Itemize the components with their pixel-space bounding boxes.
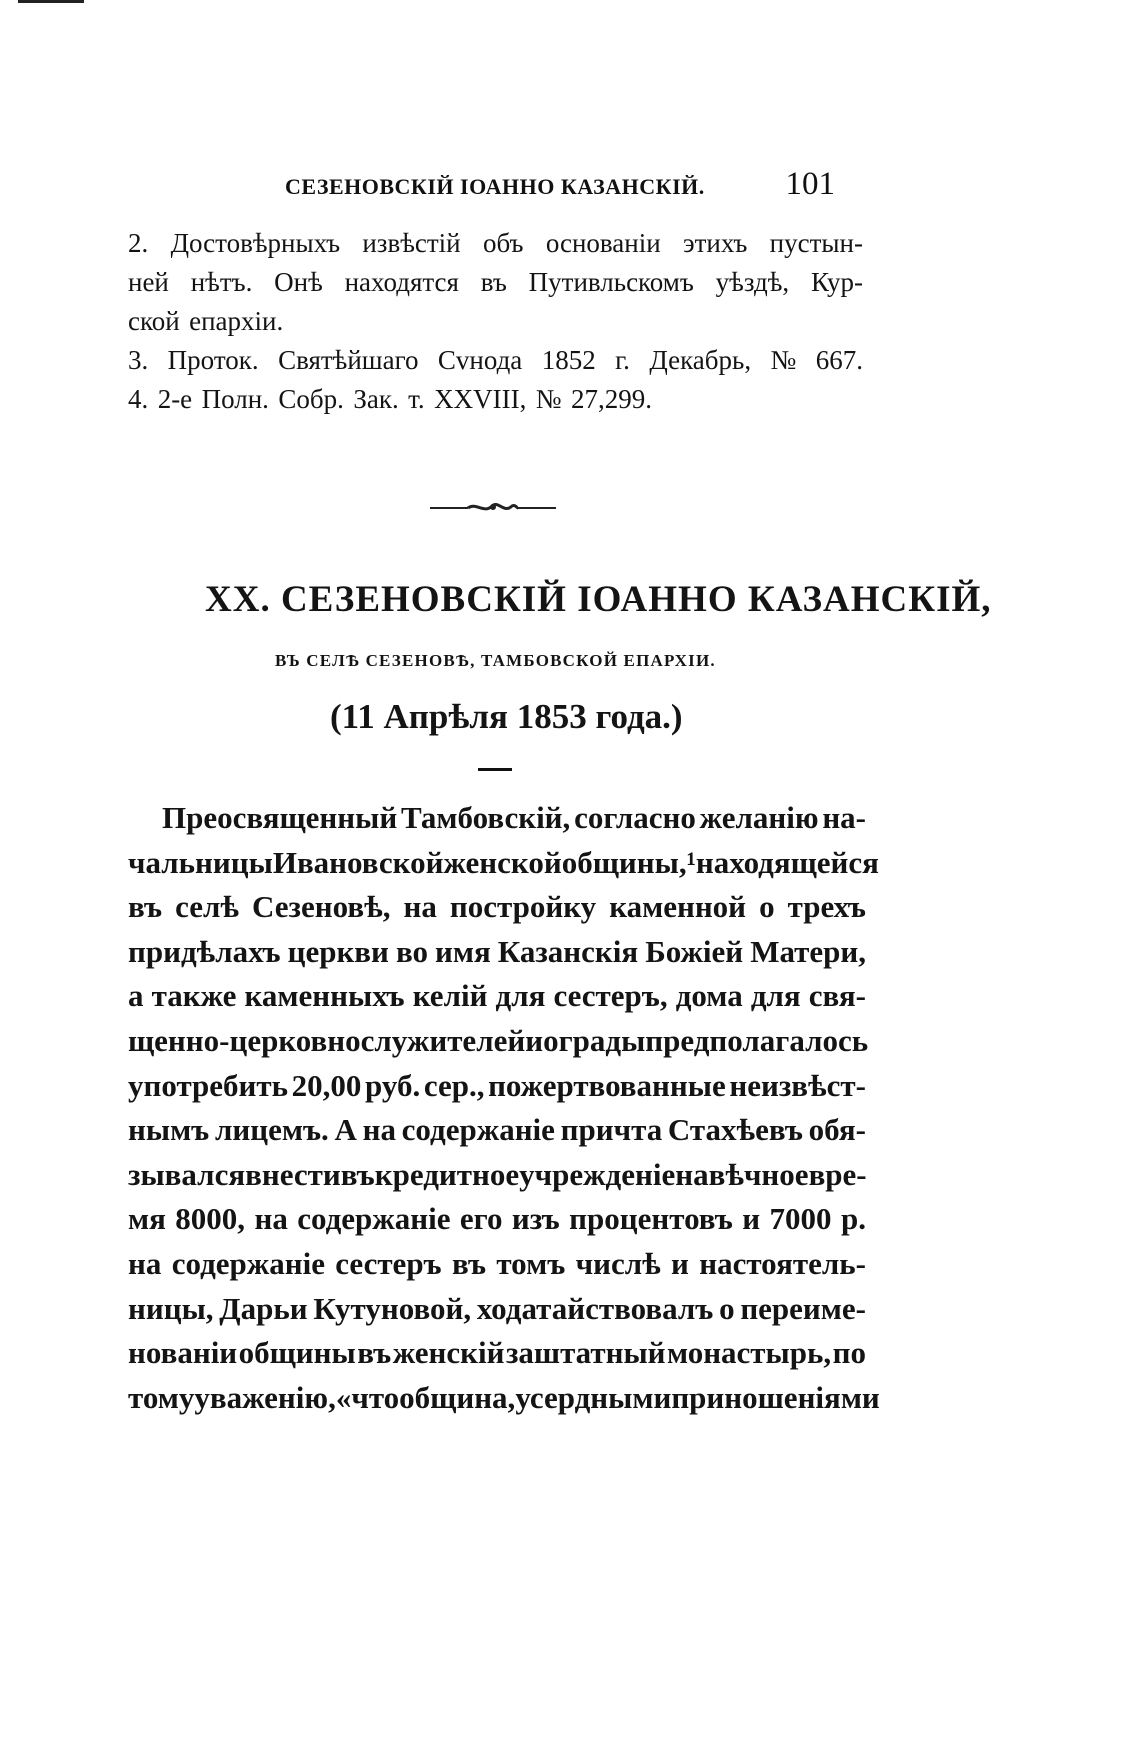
body-word: по <box>832 1335 866 1371</box>
footnote-word: Полн. <box>201 384 269 414</box>
body-line <box>128 796 866 841</box>
body-word: нымъ <box>128 1112 210 1148</box>
body-word: дома <box>675 978 743 1014</box>
footnote-line <box>128 224 863 263</box>
body-word: также <box>151 978 237 1014</box>
body-line <box>128 1019 869 1064</box>
footnote-word: основаніи <box>545 228 661 258</box>
footnote-word: 27,299. <box>570 384 652 414</box>
body-word: свя- <box>808 978 866 1014</box>
body-line <box>128 1376 880 1421</box>
footnote-word: извѣстій <box>362 228 461 258</box>
page-number: 101 <box>785 166 835 202</box>
body-word: придѣлахъ <box>128 933 281 969</box>
body-word: трехъ <box>787 889 866 925</box>
body-word: на <box>128 1245 162 1281</box>
body-word: изъ <box>511 1201 560 1237</box>
body-word: и <box>742 1201 761 1237</box>
body-word: ходатайствовалъ <box>476 1290 714 1326</box>
body-word: женской <box>443 844 562 880</box>
body-word: Стахѣевъ <box>667 1112 803 1148</box>
body-word: учрежденіе <box>519 1156 676 1192</box>
body-word: каменныхъ <box>244 978 405 1014</box>
footnote-word: ней <box>128 267 169 297</box>
body-word: на <box>362 1112 396 1148</box>
body-word: мя <box>128 1201 166 1237</box>
footnote-word: въ <box>480 267 507 297</box>
body-word: Сезеновѣ, <box>252 889 391 925</box>
section-dash <box>478 768 512 771</box>
footnote-word: 2-е <box>157 384 193 414</box>
body-word: Преосвященный <box>162 800 398 835</box>
body-word: заштатный <box>505 1335 666 1371</box>
ornament-divider <box>428 500 558 514</box>
footnote-word: ской <box>128 306 180 336</box>
body-word: постройку <box>449 889 597 925</box>
body-word: томъ <box>496 1245 566 1281</box>
body-word: вѣчное <box>708 1156 809 1192</box>
body-line <box>128 930 866 975</box>
footnote-word: т. <box>408 384 425 414</box>
body-word: на- <box>822 800 866 835</box>
body-word: ницы, <box>128 1290 214 1326</box>
body-word: зывался <box>128 1156 246 1192</box>
body-word: усердными <box>515 1379 672 1415</box>
body-word: его <box>459 1201 503 1237</box>
body-line <box>128 1064 866 1109</box>
body-line <box>128 1331 866 1376</box>
top-edge-rule <box>18 0 84 3</box>
footnote-word: пустын- <box>769 228 863 258</box>
body-word: сер., <box>423 1067 485 1103</box>
body-line <box>128 974 866 1019</box>
body-word: настоятель- <box>699 1245 866 1281</box>
body-word: для <box>495 978 546 1014</box>
body-word: пожертвованные <box>488 1067 726 1103</box>
body-word: вре- <box>808 1156 867 1192</box>
body-word: чальницы <box>128 844 273 880</box>
footnote-word: 667. <box>815 345 863 375</box>
body-word: А <box>334 1112 357 1148</box>
body-word: Кутуновой, <box>313 1290 472 1326</box>
body-word: тому <box>128 1379 195 1415</box>
body-word: въ <box>451 1245 487 1281</box>
chapter-location: ВЪ СЕЛѢ СЕЗЕНОВѢ, ТАМБОВСКОЙ ЕПАРХІИ. <box>275 651 716 670</box>
body-word: общины,¹ <box>561 844 696 880</box>
body-word: сестеръ, <box>553 978 668 1014</box>
body-word: община, <box>399 1379 516 1415</box>
body-word: Матери, <box>750 933 866 969</box>
footnote-word: этихъ <box>683 228 748 258</box>
body-word: числѣ <box>575 1245 661 1281</box>
footnotes <box>128 224 863 419</box>
body-word: содержаніе <box>297 1201 451 1237</box>
footnote-line <box>128 380 863 419</box>
body-word: на <box>675 1156 709 1192</box>
body-word: въ <box>340 1156 375 1192</box>
footnote-line <box>128 341 863 380</box>
body-word: во <box>395 933 428 969</box>
footnote-word: уѣздѣ, <box>715 267 790 297</box>
running-title: СЕЗЕНОВСКІЙ ІОАННО КАЗАНСКІЙ. <box>285 174 705 199</box>
body-word: а <box>128 978 144 1014</box>
body-word: содержаніе <box>401 1112 555 1148</box>
body-word: обя- <box>808 1112 866 1148</box>
body-word: Дарьи <box>219 1290 308 1326</box>
chapter-title: XX. СЕЗЕНОВСКІЙ ІОАННО КАЗАНСКІЙ, <box>205 579 992 620</box>
footnote-word: находятся <box>344 267 459 297</box>
body-word: сестеръ <box>335 1245 442 1281</box>
body-word: въ <box>128 889 163 925</box>
body-word: щенно-церковнослужителей <box>128 1022 526 1058</box>
body-line <box>128 1242 866 1287</box>
body-word: на <box>403 889 437 925</box>
footnote-word: г. <box>615 345 630 375</box>
body-word: «что <box>335 1379 400 1415</box>
body-word: уваженію, <box>194 1379 336 1415</box>
body-word: общины <box>238 1335 356 1371</box>
body-word: согласно <box>574 800 696 835</box>
body-word: кредитное <box>374 1156 520 1192</box>
body-line <box>128 1108 866 1153</box>
running-head <box>285 166 835 206</box>
body-word: нованіи <box>128 1335 238 1371</box>
footnote-word: Проток. <box>167 345 259 375</box>
body-word: селѣ <box>175 889 239 925</box>
footnote-word: нѣтъ. <box>190 267 253 297</box>
body-word: неизвѣст- <box>729 1067 866 1103</box>
body-word: имя <box>435 933 491 969</box>
body-word: монастырь, <box>666 1335 832 1371</box>
body-word: Казанскія <box>497 933 639 969</box>
footnote-word: объ <box>482 228 524 258</box>
body-word: Ивановской <box>272 844 444 880</box>
footnote-word: Кур- <box>811 267 863 297</box>
footnote-word: № <box>770 345 797 375</box>
body-line <box>128 841 879 886</box>
body-word: Тамбовскій, <box>400 800 571 835</box>
body-word: 7000 <box>769 1201 832 1237</box>
body-line <box>128 1153 866 1198</box>
footnote-word: Святѣйшаго <box>278 345 419 375</box>
footnote-word: Декабрь, <box>649 345 752 375</box>
body-word: внести <box>245 1156 341 1192</box>
footnote-word: 3. <box>128 345 149 375</box>
footnote-word: епархіи. <box>189 306 284 336</box>
body-word: приношеніями <box>671 1379 880 1415</box>
footnote-word: 2. <box>128 228 149 258</box>
body-word: предполагалось <box>645 1022 869 1058</box>
body-word: 8000, <box>175 1201 246 1237</box>
body-word: находящейся <box>695 844 879 880</box>
footnote-word: Сvнода <box>437 345 523 375</box>
footnote-word: № <box>535 384 562 414</box>
body-word: лицемъ. <box>214 1112 329 1148</box>
body-word: процентовъ <box>569 1201 733 1237</box>
footnote-line <box>128 302 863 341</box>
body-word: и <box>525 1022 544 1058</box>
footnote-word: XXVIII, <box>434 384 527 414</box>
body-word: церкви <box>287 933 389 969</box>
body-word: 20,00 <box>291 1067 362 1103</box>
body-word: о <box>719 1290 735 1326</box>
body-word: руб. <box>365 1067 421 1103</box>
body-line <box>128 1287 866 1332</box>
body-word: на <box>254 1201 288 1237</box>
body-word: для <box>750 978 801 1014</box>
body-word: причта <box>560 1112 663 1148</box>
footnote-word: 4. <box>128 384 149 414</box>
footnote-word: Зак. <box>353 384 399 414</box>
body-word: ограды <box>543 1022 646 1058</box>
body-word: каменной <box>609 889 747 925</box>
body-word: переиме- <box>740 1290 866 1326</box>
body-word: употребить <box>128 1067 289 1103</box>
body-word: о <box>759 889 775 925</box>
body-word: келій <box>412 978 488 1014</box>
body-line <box>128 1197 866 1242</box>
body-word: женскій <box>392 1335 505 1371</box>
body-text <box>128 796 880 1420</box>
footnote-word: Собр. <box>278 384 344 414</box>
footnote-word: Онѣ <box>274 267 323 297</box>
body-word: въ <box>357 1335 392 1371</box>
footnote-line <box>128 263 863 302</box>
body-word: р. <box>840 1201 866 1237</box>
body-line <box>128 885 866 930</box>
footnote-word: Путивльскомъ <box>528 267 694 297</box>
body-word: Божіей <box>645 933 744 969</box>
footnote-word: 1852 <box>541 345 596 375</box>
body-word: и <box>671 1245 689 1281</box>
body-word: желанію <box>699 800 819 835</box>
footnote-word: Достовѣрныхъ <box>170 228 341 258</box>
body-word: содержаніе <box>171 1245 325 1281</box>
chapter-date: (11 Апрѣля 1853 года.) <box>330 697 683 736</box>
